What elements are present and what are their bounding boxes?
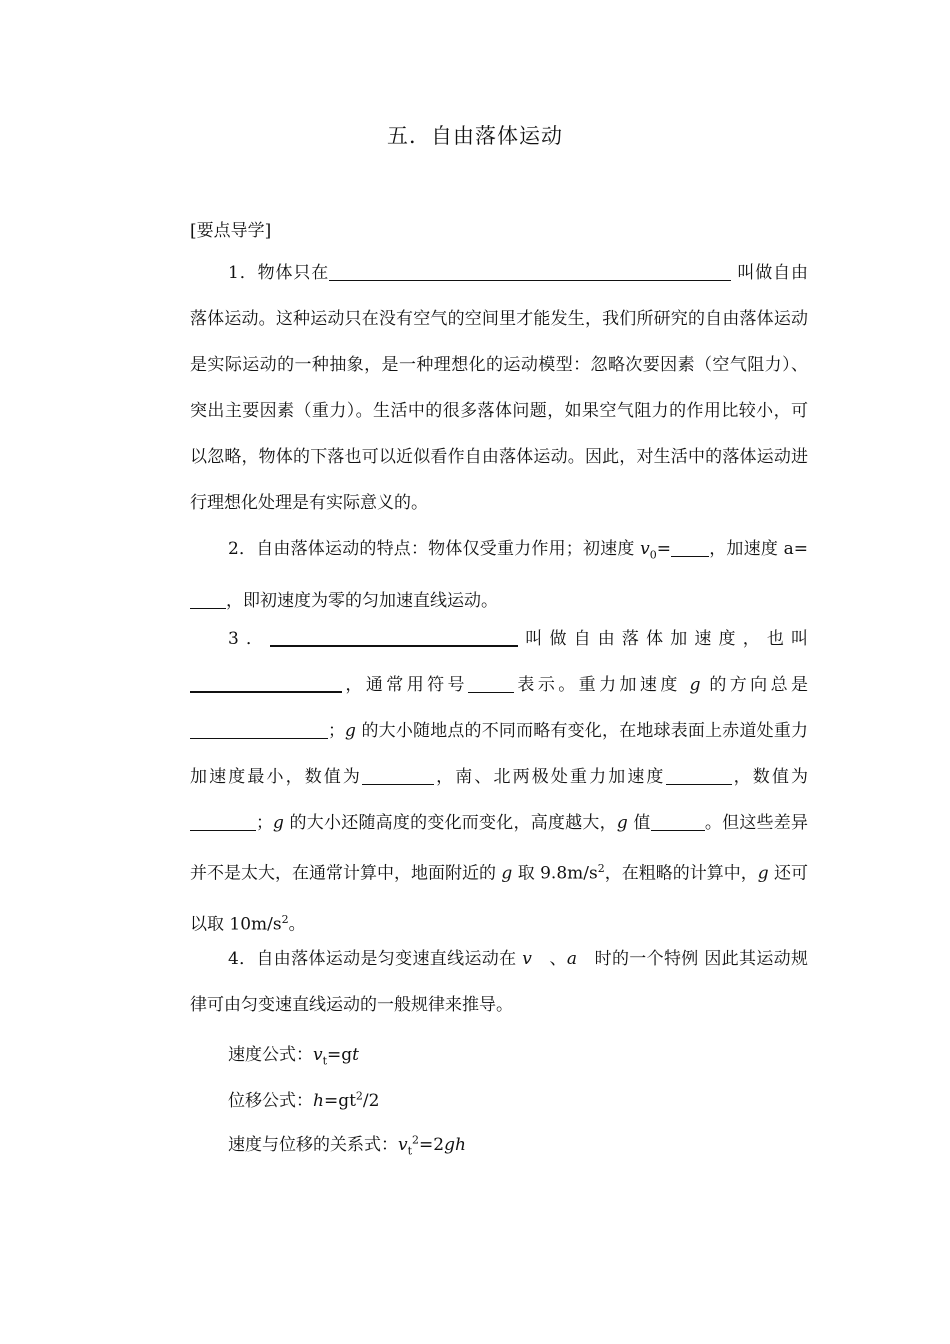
p2-text-c: ，加速度 a=	[709, 539, 808, 559]
section-label: [要点导学]	[190, 221, 272, 241]
formula-rest: =g	[327, 1045, 353, 1065]
p3-text-b: 叫做自由落体加速度，也叫	[518, 629, 809, 649]
page-title: 五．自由落体运动	[387, 124, 563, 148]
paragraph-2	[190, 526, 808, 624]
formula-label: 速度与位移的关系式：	[228, 1135, 398, 1155]
p3-text-e: 的方向总是	[700, 675, 809, 695]
subscript-t: t	[407, 1144, 413, 1158]
p3-text-p: ，在粗略的计算中，	[604, 863, 758, 884]
p1-text-b: 叫做自由落体运动。这种运动只在没有空气的空间里才能发生，我们所研究的自由落体运动是实际运动的一种抽象，是一种理想化的运动模型：忽略次要因素（空气阻力）、突出主要因素（重力）。生活中的很多落体问题，如果空气阻力的作用比较小，可以忽略，物体的下落也可以近似看作自由落体运动。因此，对生活中的落体运动进行理想化处理是有实际意义的。	[190, 263, 808, 513]
g-symbol: g	[757, 863, 769, 884]
p2-text-b: =	[656, 539, 672, 559]
fill-blank-a[interactable]	[190, 590, 226, 609]
subscript-t: t	[322, 1054, 328, 1068]
p3-text-m: 值	[627, 813, 651, 833]
g-symbol: g	[689, 675, 701, 695]
h-symbol: h	[313, 1091, 324, 1111]
p3-text-c: ，通常用符号	[342, 675, 468, 695]
velocity-formula	[228, 1040, 359, 1067]
t-symbol: t	[352, 1045, 360, 1065]
g-symbol: g	[616, 813, 628, 833]
formula-label: 位移公式：	[228, 1091, 313, 1111]
p3-text-a: 3．	[228, 629, 271, 649]
p2-text-a: 2．自由落体运动的特点：物体仅受重力作用；初速度	[228, 539, 641, 559]
fill-blank-equator-value[interactable]	[362, 766, 434, 785]
formula-rest: =gt	[323, 1091, 356, 1111]
v-symbol: v	[640, 539, 650, 559]
displacement-formula	[228, 1086, 379, 1111]
p4-text-b: 、	[531, 949, 567, 969]
formula-rest: =2	[419, 1135, 445, 1155]
p3-text-r: 。	[288, 914, 306, 935]
paragraph-1	[190, 250, 808, 526]
gh-symbol: gh	[444, 1135, 466, 1155]
p2-text-d: ，即初速度为零的匀加速直线运动。	[226, 591, 498, 612]
formula-label: 速度公式：	[228, 1045, 313, 1065]
p3-text-k: ；	[256, 813, 273, 833]
g-symbol: g	[345, 721, 356, 741]
v-symbol: v	[313, 1045, 323, 1065]
p4-text-c: 时的一个特例 因此其运动规律可由匀变速直线运动的一般规律来推导。	[190, 949, 809, 1015]
p3-text-i: ，南、北两极处重力加速度	[434, 767, 666, 787]
superscript-2: 2	[281, 912, 289, 926]
fill-blank-definition[interactable]	[270, 627, 518, 647]
formula-tail: /2	[362, 1091, 380, 1111]
p3-text-l: 的大小还随高度的变化而变化，高度越大，	[283, 813, 617, 833]
superscript-2: 2	[597, 862, 605, 875]
velocity-displacement-formula	[228, 1130, 466, 1157]
fill-blank-height[interactable]	[651, 812, 705, 831]
superscript-2: 2	[355, 1089, 363, 1103]
p1-text-a: 1．物体只在	[228, 263, 330, 283]
p3-text-q: 还可以取 10m/s	[190, 863, 809, 935]
p3-text-o: 取 9.8m/s	[512, 863, 598, 884]
p3-text-h: 的大小随地点的不同而略有变化，在地球表面上赤道处重力加速度最小，数值为	[190, 721, 808, 787]
v-symbol: v	[398, 1135, 408, 1155]
superscript-2: 2	[412, 1133, 420, 1147]
p3-text-f: ；	[328, 721, 345, 741]
fill-blank-v0[interactable]	[671, 538, 709, 557]
p3-text-n: 。但这些差异并不是太大，在通常计算中，地面附近的	[190, 813, 809, 884]
p3-text-d: 表示。重力加速度	[513, 675, 690, 695]
paragraph-4	[190, 936, 808, 1028]
fill-blank-alt-name[interactable]	[190, 673, 342, 693]
a-symbol: a	[566, 949, 577, 969]
v-symbol: v	[522, 949, 532, 969]
fill-blank-direction[interactable]	[190, 720, 328, 739]
fill-blank-poles-value[interactable]	[190, 812, 256, 831]
paragraph-3	[190, 616, 808, 947]
fill-blank-symbol[interactable]	[468, 674, 514, 693]
fill-blank-poles[interactable]	[666, 766, 732, 785]
p4-text-a: 4．自由落体运动是匀变速直线运动在	[228, 949, 523, 969]
g-symbol: g	[501, 863, 513, 884]
p3-text-j: ，数值为	[731, 767, 809, 787]
fill-blank-1[interactable]	[329, 262, 731, 281]
subscript-0: 0	[649, 548, 657, 562]
g-symbol: g	[273, 813, 284, 833]
